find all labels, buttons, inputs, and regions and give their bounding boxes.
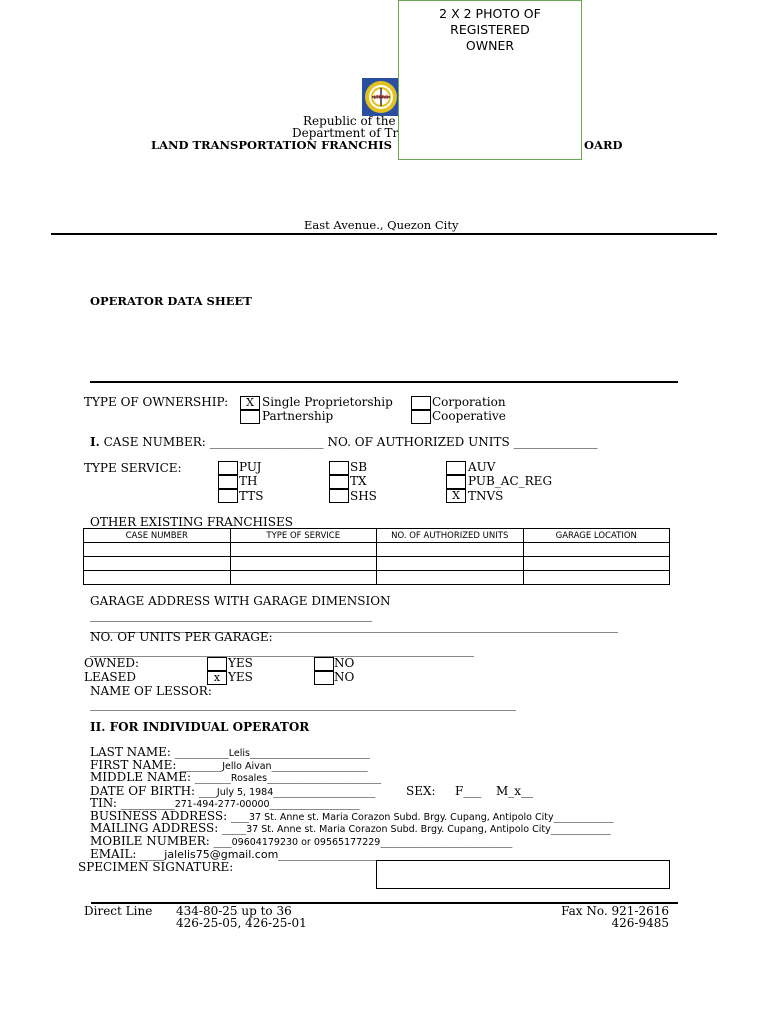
ownership-partnership-checkbox[interactable]	[240, 410, 260, 424]
business-address-value[interactable]: 37 St. Anne st. Maria Corazon Subd. Brgy. Cupang, Antipolo City	[249, 812, 554, 823]
blank-line: ______	[194, 770, 231, 784]
leased-no-checkbox[interactable]	[314, 671, 334, 685]
leased-yes-label: YES	[228, 670, 253, 684]
table-row	[84, 543, 670, 557]
service-pub-ac-reg-label: PUB_AC_REG	[468, 474, 553, 488]
column-header: CASE NUMBER	[84, 529, 231, 543]
case-number-line	[90, 435, 598, 449]
ownership-cooperative-label: Cooperative	[432, 409, 506, 423]
service-pub-ac-reg-checkbox[interactable]	[446, 475, 466, 489]
first-name-value[interactable]: Jello Aivan	[222, 761, 272, 772]
leased-no-label: NO	[334, 670, 355, 684]
blank-line: ____________________	[249, 745, 370, 759]
leased-yes-checkbox[interactable]: x	[207, 671, 227, 685]
email-label: EMAIL:	[90, 847, 141, 861]
leased-label: LEASED	[84, 670, 136, 684]
section-one-numeral: I.	[90, 435, 100, 449]
ownership-single-checkbox[interactable]: X	[240, 396, 260, 410]
direct-line-numbers: 434-80-25 up to 36	[176, 904, 292, 918]
service-tx-checkbox[interactable]	[329, 475, 349, 489]
service-puj-checkbox[interactable]	[218, 461, 238, 475]
mobile-row	[90, 834, 512, 848]
table-cell[interactable]	[84, 557, 231, 571]
department-line: Department of Tr	[292, 126, 399, 140]
service-label: TYPE SERVICE:	[84, 461, 182, 475]
signature-box[interactable]	[376, 860, 670, 889]
mobile-label: MOBILE NUMBER:	[90, 834, 214, 848]
sex-label: SEX:	[406, 784, 436, 798]
authorized-units-field[interactable]: NO. OF AUTHORIZED UNITS ______________	[327, 435, 598, 449]
blank-line: ____________________	[278, 847, 399, 861]
table-cell[interactable]	[523, 557, 670, 571]
section-two-title: II. FOR INDIVIDUAL OPERATOR	[90, 720, 310, 734]
ownership-single-label: Single Proprietorship	[262, 395, 393, 409]
garage-address-label: GARAGE ADDRESS WITH GARAGE DIMENSION	[90, 594, 391, 608]
tin-row	[90, 796, 360, 810]
ownership-cooperative-checkbox[interactable]	[411, 410, 431, 424]
blank-line: _______	[180, 758, 223, 772]
service-tx-label: TX	[350, 474, 367, 488]
service-auv-checkbox[interactable]	[446, 461, 466, 475]
middle-name-row	[90, 770, 381, 784]
service-th-checkbox[interactable]	[218, 475, 238, 489]
last-name-row	[90, 745, 370, 759]
lessor-label: NAME OF LESSOR:	[90, 684, 212, 698]
business-address-label: BUSINESS ADDRESS:	[90, 809, 231, 823]
email-value[interactable]: jalelis75@gmail.com	[164, 848, 279, 861]
service-tnvs-checkbox[interactable]: X	[446, 489, 466, 503]
blank-line: __________	[553, 809, 614, 823]
table-cell[interactable]	[84, 571, 231, 585]
table-cell[interactable]	[230, 557, 377, 571]
service-tnvs-label: TNVS	[468, 489, 504, 503]
table-cell[interactable]	[230, 571, 377, 585]
blank-line: ______________________	[380, 834, 513, 848]
blank-line: ___	[213, 834, 232, 848]
agency-name: LAND TRANSPORTATION FRANCHIS	[151, 138, 392, 152]
ownership-label: TYPE OF OWNERSHIP:	[84, 395, 229, 409]
photo-box[interactable]	[398, 0, 582, 160]
agency-address: East Avenue., Quezon City	[304, 218, 459, 232]
blank-line: ________________	[271, 758, 368, 772]
table-cell[interactable]	[84, 543, 231, 557]
ownership-corporation-checkbox[interactable]	[411, 396, 431, 410]
mailing-address-label: MAILING ADDRESS:	[90, 821, 223, 835]
franchises-table	[83, 528, 670, 585]
email-row	[90, 847, 398, 861]
service-tts-checkbox[interactable]	[218, 489, 238, 503]
owned-yes-label: YES	[228, 656, 253, 670]
table-cell[interactable]	[377, 557, 524, 571]
dob-label: DATE OF BIRTH:	[90, 784, 199, 798]
column-header: TYPE OF SERVICE	[230, 529, 377, 543]
table-cell[interactable]	[377, 571, 524, 585]
garage-units-label: NO. OF UNITS PER GARAGE:	[90, 630, 273, 644]
service-sb-label: SB	[350, 460, 368, 474]
service-sb-checkbox[interactable]	[329, 461, 349, 475]
column-header: NO. OF AUTHORIZED UNITS	[377, 529, 524, 543]
fax-number-2: 426-9485	[611, 916, 669, 930]
svg-text:LTFRB: LTFRB	[373, 95, 389, 101]
blank-line: ____	[222, 821, 247, 835]
service-th-label: TH	[239, 474, 258, 488]
middle-name-value[interactable]: Rosales	[230, 773, 268, 784]
form-title: OPERATOR DATA SHEET	[90, 294, 252, 308]
lessor-line[interactable]: _______________________________________________________________________	[90, 697, 516, 711]
dob-value[interactable]: July 5, 1984	[216, 787, 274, 798]
republic-line: Republic of the	[303, 114, 396, 128]
column-header: GARAGE LOCATION	[523, 529, 670, 543]
ownership-partnership-label: Partnership	[262, 409, 334, 423]
table-row	[84, 571, 670, 585]
service-tts-label: TTS	[239, 489, 264, 503]
header-divider	[51, 233, 717, 235]
agency-name-end: OARD	[584, 138, 623, 152]
blank-line: __________	[550, 821, 611, 835]
blank-line: _________	[120, 796, 175, 810]
blank-line: ___	[198, 784, 217, 798]
tin-value[interactable]: 271-494-277-00000	[174, 799, 270, 810]
service-auv-label: AUV	[468, 460, 496, 474]
ltfrb-logo	[362, 78, 400, 116]
sex-male-field[interactable]: M_x__	[496, 784, 534, 798]
tin-label: TIN:	[90, 796, 121, 810]
table-cell[interactable]	[523, 543, 670, 557]
garage-units-line[interactable]: ________________________________________________________________	[90, 643, 474, 657]
service-puj-label: PUJ	[239, 460, 262, 474]
signature-label: SPECIMEN SIGNATURE:	[78, 860, 234, 874]
direct-line-numbers-2: 426-25-05, 426-25-01	[176, 916, 307, 930]
table-row	[84, 557, 670, 571]
blank-line: _______________	[269, 796, 360, 810]
franchises-label: OTHER EXISTING FRANCHISES __________	[90, 515, 357, 529]
mobile-value[interactable]: 09604179230 or 09565177229	[231, 837, 381, 848]
mailing-address-row	[90, 821, 611, 835]
service-shs-checkbox[interactable]	[329, 489, 349, 503]
case-number-field[interactable]: CASE NUMBER: ___________________	[103, 435, 324, 449]
blank-line: _________	[174, 745, 229, 759]
blank-line: ____	[140, 847, 165, 861]
franchises-header-row	[84, 529, 670, 543]
service-shs-label: SHS	[350, 489, 377, 503]
fax-number: Fax No. 921-2616	[561, 904, 669, 918]
blank-line: ___	[231, 809, 249, 823]
owned-no-label: NO	[334, 656, 355, 670]
mailing-address-value[interactable]: 37 St. Anne st. Maria Corazon Subd. Brgy. Cupang, Antipolo City	[246, 824, 551, 835]
photo-box-title: 2 X 2 PHOTO OF REGISTERED OWNER	[439, 6, 541, 53]
direct-line-label: Direct Line	[84, 904, 153, 918]
owned-no-checkbox[interactable]	[314, 657, 334, 671]
garage-address-line-2[interactable]: ________________________________________________________________________________________	[90, 619, 618, 633]
last-name-label: LAST NAME:	[90, 745, 175, 759]
blank-line: _________________	[273, 784, 376, 798]
first-name-label: FIRST NAME:	[90, 758, 181, 772]
sex-female-field[interactable]: F___	[455, 784, 482, 798]
title-divider	[90, 381, 678, 383]
last-name-value[interactable]: Lelis	[228, 748, 250, 759]
garage-address-line-1[interactable]: _______________________________________________	[90, 608, 372, 622]
middle-name-label: MIDDLE NAME:	[90, 770, 195, 784]
table-cell[interactable]	[523, 571, 670, 585]
owned-label: OWNED:	[84, 656, 140, 670]
table-cell[interactable]	[230, 543, 377, 557]
table-cell[interactable]	[377, 543, 524, 557]
ownership-corporation-label: Corporation	[432, 395, 506, 409]
owned-yes-checkbox[interactable]	[207, 657, 227, 671]
blank-line: ___________________	[267, 770, 382, 784]
